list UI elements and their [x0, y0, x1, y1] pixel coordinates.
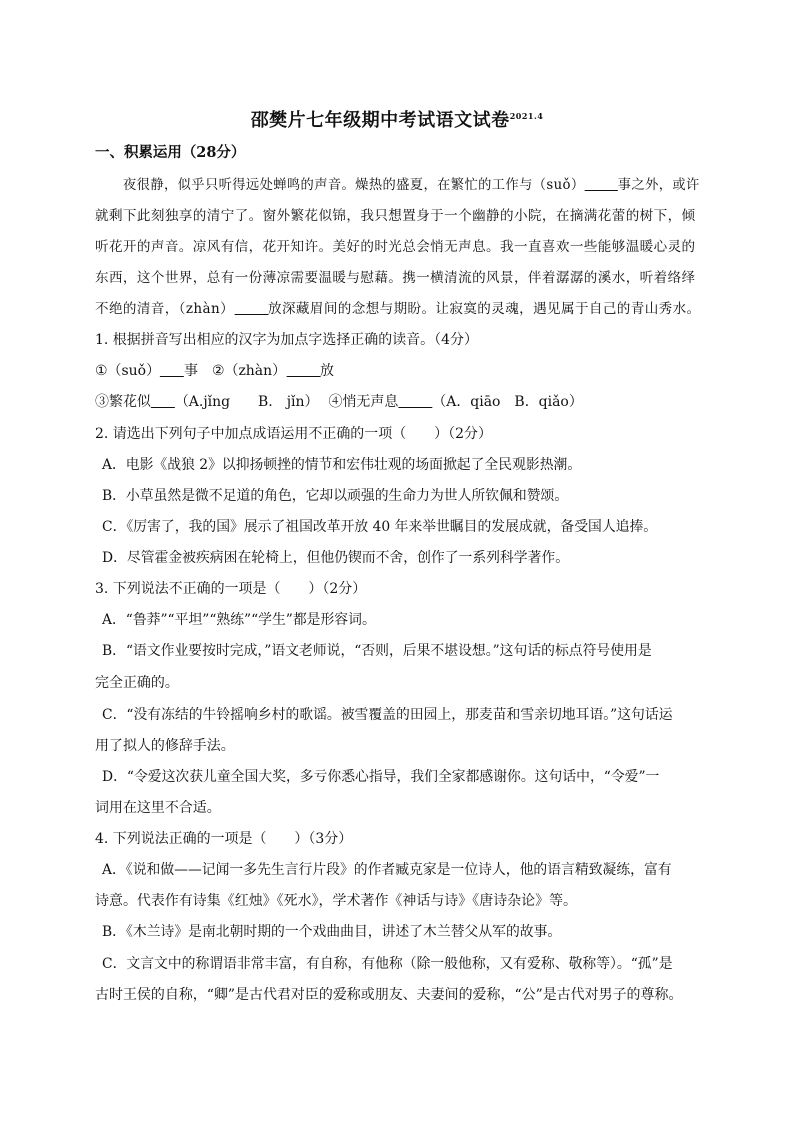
option-line: A．《说和做——记闻一多先生言行片段》的作者臧克家是一位诗人，他的语言精致凝练，富有 [102, 862, 672, 878]
option-line: C．《厉害了，我的国》展示了祖国改革开放 40 年来举世瞩目的发展成就，备受国人追捧。 [102, 519, 658, 535]
option-line: A．“鲁莽”“平坦”“熟练”“学生”都是形容词。 [102, 612, 376, 628]
passage-text: 放深藏眉间的念想与期盼。让寂寞的灵魂，遇见属于自己的青山秀水。 [268, 301, 701, 317]
question-line [95, 361, 700, 381]
page-title [0, 106, 794, 132]
option-line: 词用在这里不合适。 [95, 800, 221, 816]
passage-line [95, 299, 699, 319]
option-line: B．《木兰诗》是南北朝时期的一个戏曲曲目，讲述了木兰替父从军的故事。 [102, 924, 562, 940]
item-label: ④悄无声息 [328, 394, 399, 410]
passage-text: 夜很静，似乎只听得远处蝉鸣的声音。燥热的盛夏，在繁忙的工作与（suǒ） [123, 177, 585, 193]
option-line: 诗意。代表作有诗集《红烛》《死水》，学术著作《神话与诗》《唐诗杂论》等。 [95, 893, 578, 909]
question-stem: 3. 下列说法不正确的一项是（ ）（2分） [95, 581, 367, 597]
option-line: D．尽管霍金被疾病困在轮椅上，但他仍锲而不舍，创作了一系列科学著作。 [102, 550, 570, 566]
passage-line [123, 175, 700, 195]
passage-line: 就剩下此刻独享的清宁了。窗外繁花似锦，我只想置身于一个幽静的小院，在摘满花蕾的树下，倾 [95, 208, 696, 224]
passage-text: 不绝的清音，（zhàn） [95, 301, 235, 317]
answer-blank [151, 393, 175, 408]
question-stem: 4. 下列说法正确的一项是（ ）（3分） [95, 831, 353, 847]
option-line: D．“令爱这次获儿童全国大奖，多亏你悉心指导，我们全家都感谢你。这句话中，“令爱”一 [102, 769, 660, 785]
option-line: 完全正确的。 [95, 675, 179, 691]
question-stem: 1. 根据拼音写出相应的汉字为加点字选择正确的读音。（4分） [95, 332, 478, 348]
option-line: A．电影《战狼 2》以抑扬顿挫的情节和宏伟壮观的场面掀起了全民观影热潮。 [102, 457, 582, 473]
item-label: ①（suǒ） [95, 363, 161, 379]
item-label: ②（zhàn） [211, 363, 287, 379]
question-line [95, 392, 700, 412]
item-text: 放 [320, 363, 335, 379]
answer-blank [286, 362, 320, 377]
passage-line: 听花开的声音。凉风有信，花开知许。美好的时光总会悄无声息。我一直喜欢一些能够温暖心灵的 [95, 239, 696, 255]
answer-blank [585, 176, 618, 191]
option-line: 古时王侯的自称，“卿”是古代君对臣的爱称或朋友、夫妻间的爱称，“公”是古代对男子的尊称。 [95, 987, 683, 1003]
answer-blank [160, 362, 184, 377]
item-text: （A.jǐng B. jǐn） [174, 394, 319, 410]
option-line: C．文言文中的称谓语非常丰富，有自称，有他称（除一般他称，又有爱称、敬称等）。“孤”是 [102, 956, 673, 972]
question-stem: 2. 请选出下列句子中加点成语运用不正确的一项（ ）（2分） [95, 426, 492, 442]
option-line: 用了拟人的修辞手法。 [95, 738, 235, 754]
title-date: 2021.4 [509, 111, 544, 121]
option-line: B．小草虽然是微不足道的角色，它却以顽强的生命力为世人所钦佩和赞颂。 [102, 488, 569, 504]
option-line: B．“语文作业要按时完成，”语文老师说，“否则，后果不堪设想。”这句话的标点符号使用是 [102, 643, 652, 659]
item-text: 事 [184, 363, 198, 379]
passage-line: 东西，这个世界，总有一份薄凉需要温暖与慰藉。携一横清流的风景，伴着潺潺的溪水，听着络绎 [95, 270, 696, 286]
item-label: ③繁花似 [95, 394, 151, 410]
answer-blank [234, 300, 268, 315]
section-heading: 一、积累运用（28分） [95, 144, 246, 161]
answer-blank [398, 393, 432, 408]
option-line: C．“没有冻结的牛铃摇响乡村的歌谣。被雪覆盖的田园上，那麦苗和雪亲切地耳语。”这句话运 [102, 707, 673, 723]
title-text: 邵樊片七年级期中考试语文试卷 [250, 110, 510, 131]
item-text: （A．qiāo B．qiǎo） [432, 394, 583, 410]
passage-text: 事之外，或许 [617, 177, 700, 193]
